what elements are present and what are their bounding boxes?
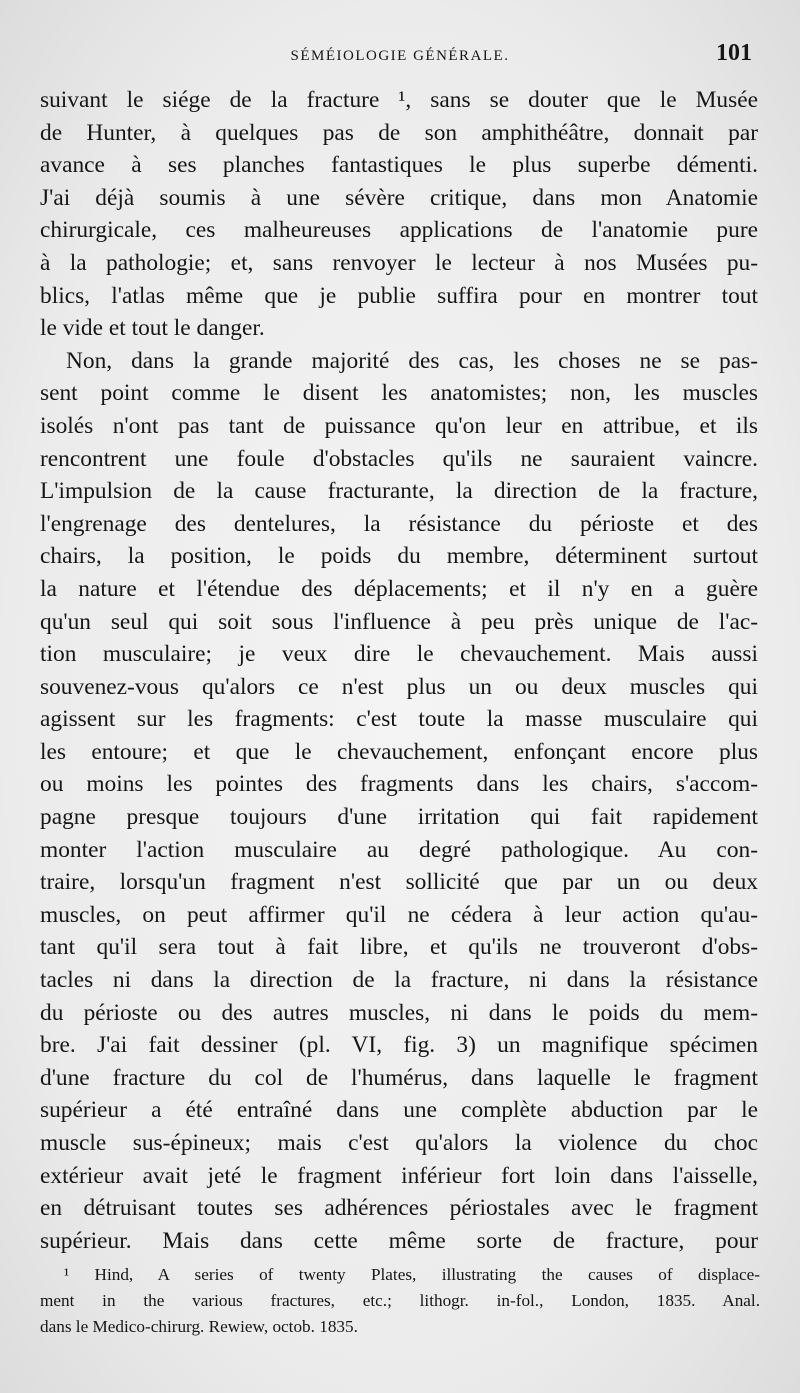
text-line: Non, dans la grande majorité des cas, les choses ne se pas- xyxy=(66,347,758,374)
text-line: isolés n'ont pas tant de puissance qu'on leur en attribue, et ils xyxy=(40,412,758,439)
text-line: en détruisant toutes ses adhérences périostales avec le fragment xyxy=(40,1195,758,1222)
footnotes xyxy=(40,1262,760,1340)
text-line: de Hunter, à quelques pas de son amphithéâtre, donnait par xyxy=(40,119,758,146)
text-line: d'une fracture du col de l'humérus, dans laquelle le fragment xyxy=(40,1064,758,1091)
text-line: souvenez-vous qu'alors ce n'est plus un ou deux muscles qui xyxy=(40,673,758,700)
text-line: avance à ses planches fantastiques le plus superbe démenti. xyxy=(40,152,758,179)
text-line: chairs, la position, le poids du membre, déterminent surtout xyxy=(40,543,758,570)
footnote-line: dans le Medico-chirurg. Rewiew, octob. 1835. xyxy=(40,1317,358,1336)
running-header xyxy=(40,40,760,76)
text-line: supérieur a été entraîné dans une complète abduction par le xyxy=(40,1097,758,1124)
text-line: bre. J'ai fait dessiner (pl. VI, fig. 3) un magnifique spécimen xyxy=(40,1032,758,1059)
text-line: à la pathologie; et, sans renvoyer le lecteur à nos Musées pu- xyxy=(40,249,758,276)
text-line: extérieur avait jeté le fragment inférieur fort loin dans l'aisselle, xyxy=(40,1162,758,1189)
text-line: le vide et tout le danger. xyxy=(40,315,265,342)
text-line: pagne presque toujours d'une irritation qui fait rapidement xyxy=(40,804,758,831)
text-line: muscle sus-épineux; mais c'est qu'alors la violence du choc xyxy=(40,1130,758,1156)
text-line: sent point comme le disent les anatomistes; non, les muscles xyxy=(40,380,758,407)
footnote-line: ¹ Hind, A series of twenty Plates, illustrating the causes of displace- xyxy=(64,1265,760,1284)
text-line: l'engrenage des dentelures, la résistance du périoste et des xyxy=(40,510,758,537)
footnote-line: ment in the various fractures, etc.; lithogr. in-fol., London, 1835. Anal. xyxy=(40,1291,760,1310)
text-line: blics, l'atlas même que je publie suffira pour en montrer tout xyxy=(40,282,758,309)
text-line: tant qu'il sera tout à fait libre, et qu'ils ne trouveront d'obs- xyxy=(40,934,758,961)
body-text xyxy=(40,84,758,1257)
page-number: 101 xyxy=(716,40,752,66)
text-line: ou moins les pointes des fragments dans les chairs, s'accom- xyxy=(40,771,758,798)
text-line: agissent sur les fragments: c'est toute la masse musculaire qui xyxy=(40,706,758,733)
text-line: rencontrent une foule d'obstacles qu'ils ne sauraient vaincre. xyxy=(40,445,758,472)
text-line: qu'un seul qui soit sous l'influence à peu près unique de l'ac- xyxy=(40,608,758,635)
running-title: SÉMÉIOLOGIE GÉNÉRALE. xyxy=(290,48,510,64)
text-line: J'ai déjà soumis à une sévère critique, dans mon Anatomie xyxy=(40,184,758,211)
text-line: supérieur. Mais dans cette même sorte de fracture, pour xyxy=(40,1227,758,1254)
text-line: tacles ni dans la direction de la fracture, ni dans la résistance xyxy=(40,967,758,994)
text-line: du périoste ou des autres muscles, ni dans le poids du mem- xyxy=(40,999,758,1026)
text-line: monter l'action musculaire au degré pathologique. Au con- xyxy=(40,836,758,863)
text-line: les entoure; et que le chevauchement, enfonçant encore plus xyxy=(40,738,758,765)
text-line: la nature et l'étendue des déplacements; et il n'y en a guère xyxy=(40,575,758,602)
text-line: muscles, on peut affirmer qu'il ne cédera à leur action qu'au- xyxy=(40,901,758,928)
text-line: traire, lorsqu'un fragment n'est sollicité que par un ou deux xyxy=(40,869,758,896)
text-line: chirurgicale, ces malheureuses applications de l'anatomie pure xyxy=(40,217,758,244)
text-line: suivant le siége de la fracture ¹, sans se douter que le Musée xyxy=(40,87,758,113)
text-line: tion musculaire; je veux dire le chevauchement. Mais aussi xyxy=(40,641,758,668)
text-line: L'impulsion de la cause fracturante, la direction de la fracture, xyxy=(40,478,758,505)
